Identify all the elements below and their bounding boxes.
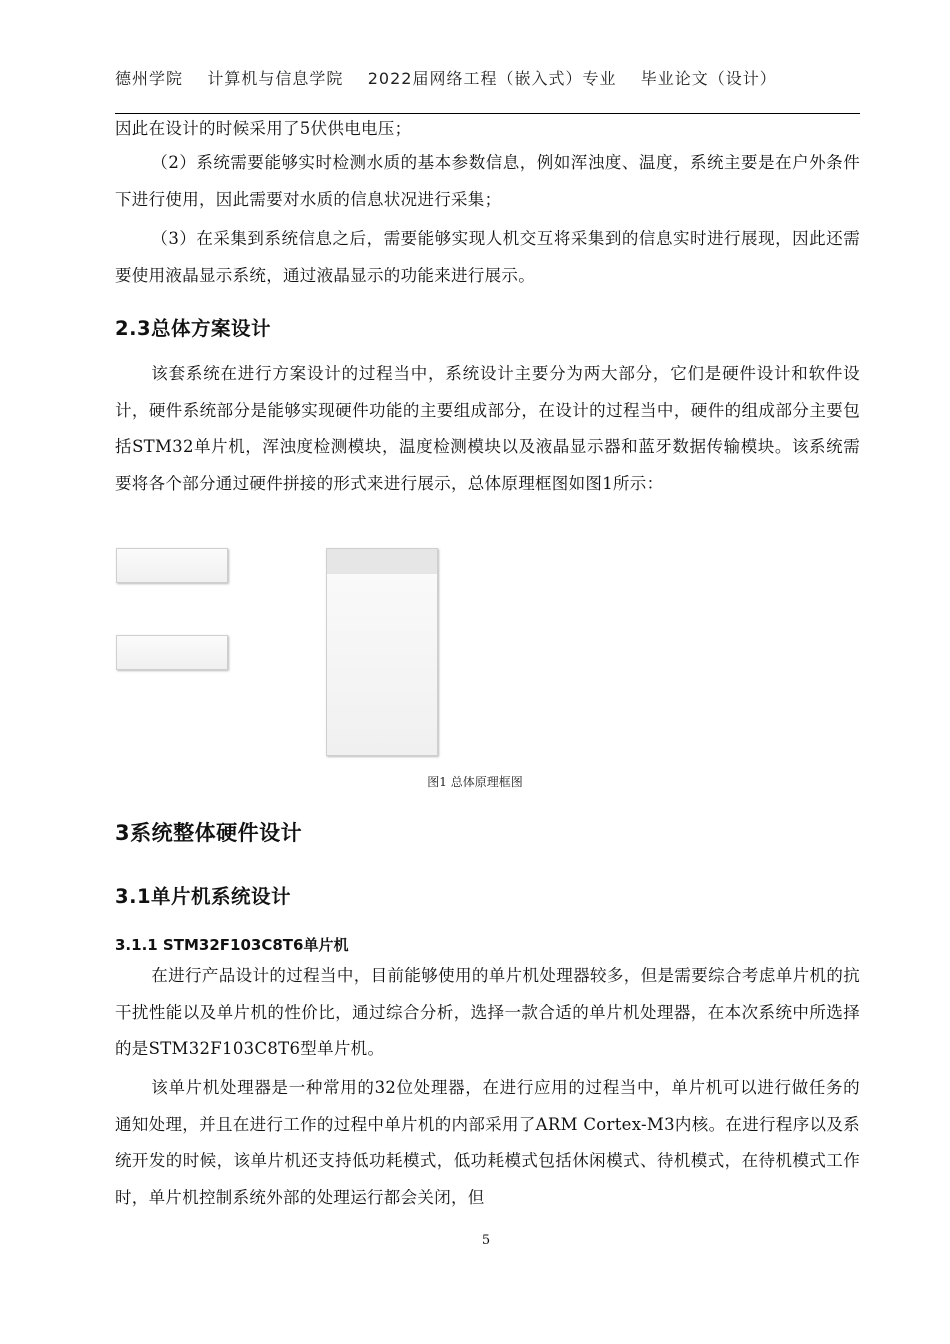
paragraph-4: 该套系统在进行方案设计的过程当中，系统设计主要分为两大部分，它们是硬件设计和软件设计，硬件系统部分是能够实现硬件功能的主要组成部分，在设计的过程当中，硬件的组成部分主要包括STM32单片机，浑浊度检测模块，温度检测模块以及液晶显示器和蓝牙数据传输模块。该系统需要将各个部分通过硬件拼接的形式来进行展示，总体原理框图如图1所示：	[115, 364, 860, 493]
diagram-box-left-bottom	[116, 635, 228, 670]
paragraph-5: 在进行产品设计的过程当中，目前能够使用的单片机处理器较多，但是需要综合考虑单片机的抗干扰性能以及单片机的性价比，通过综合分析，选择一款合适的单片机处理器，在本次系统中所选择的是STM32F103C8T6型单片机。	[115, 966, 860, 1058]
heading-3-1-1: 3.1.1 STM32F103C8T6单片机	[115, 936, 349, 954]
diagram-box-left-top	[116, 548, 228, 583]
page-header	[115, 68, 835, 89]
figure-caption: 图1 总体原理框图	[427, 775, 523, 789]
header-thesis: 毕业论文（设计）	[640, 69, 777, 88]
header-college: 计算机与信息学院	[207, 69, 344, 88]
diagram-box-center-header	[327, 549, 437, 574]
header-major: 2022届网络工程（嵌入式）专业	[367, 69, 617, 88]
paragraph-6: 该单片机处理器是一种常用的32位处理器，在进行应用的过程当中，单片机可以进行做任务的通知处理，并且在进行工作的过程中单片机的内部采用了ARM Cortex-M3内核。在进行程序以及系统开发的时候，该单片机还支持低功耗模式，低功耗模式包括休闲模式、待机模式，在待机模式工作时，单片机控制系统外部的处理运行都会关闭，但	[115, 1078, 860, 1207]
paragraph-2: （2）系统需要能够实时检测水质的基本参数信息，例如浑浊度、温度，系统主要是在户外条件下进行使用，因此需要对水质的信息状况进行采集；	[115, 153, 860, 209]
heading-2-3: 2.3总体方案设计	[115, 317, 272, 340]
diagram-box-center	[326, 548, 438, 756]
page-number: 5	[481, 1233, 491, 1248]
heading-3-1: 3.1单片机系统设计	[115, 885, 292, 908]
paragraph-1: 因此在设计的时候采用了5伏供电电压；	[115, 119, 412, 138]
header-school: 德州学院	[115, 69, 184, 88]
paragraph-3: （3）在采集到系统信息之后，需要能够实现人机交互将采集到的信息实时进行展现，因此还需要使用液晶显示系统，通过液晶显示的功能来进行展示。	[115, 229, 860, 285]
heading-3: 3系统整体硬件设计	[115, 821, 303, 845]
